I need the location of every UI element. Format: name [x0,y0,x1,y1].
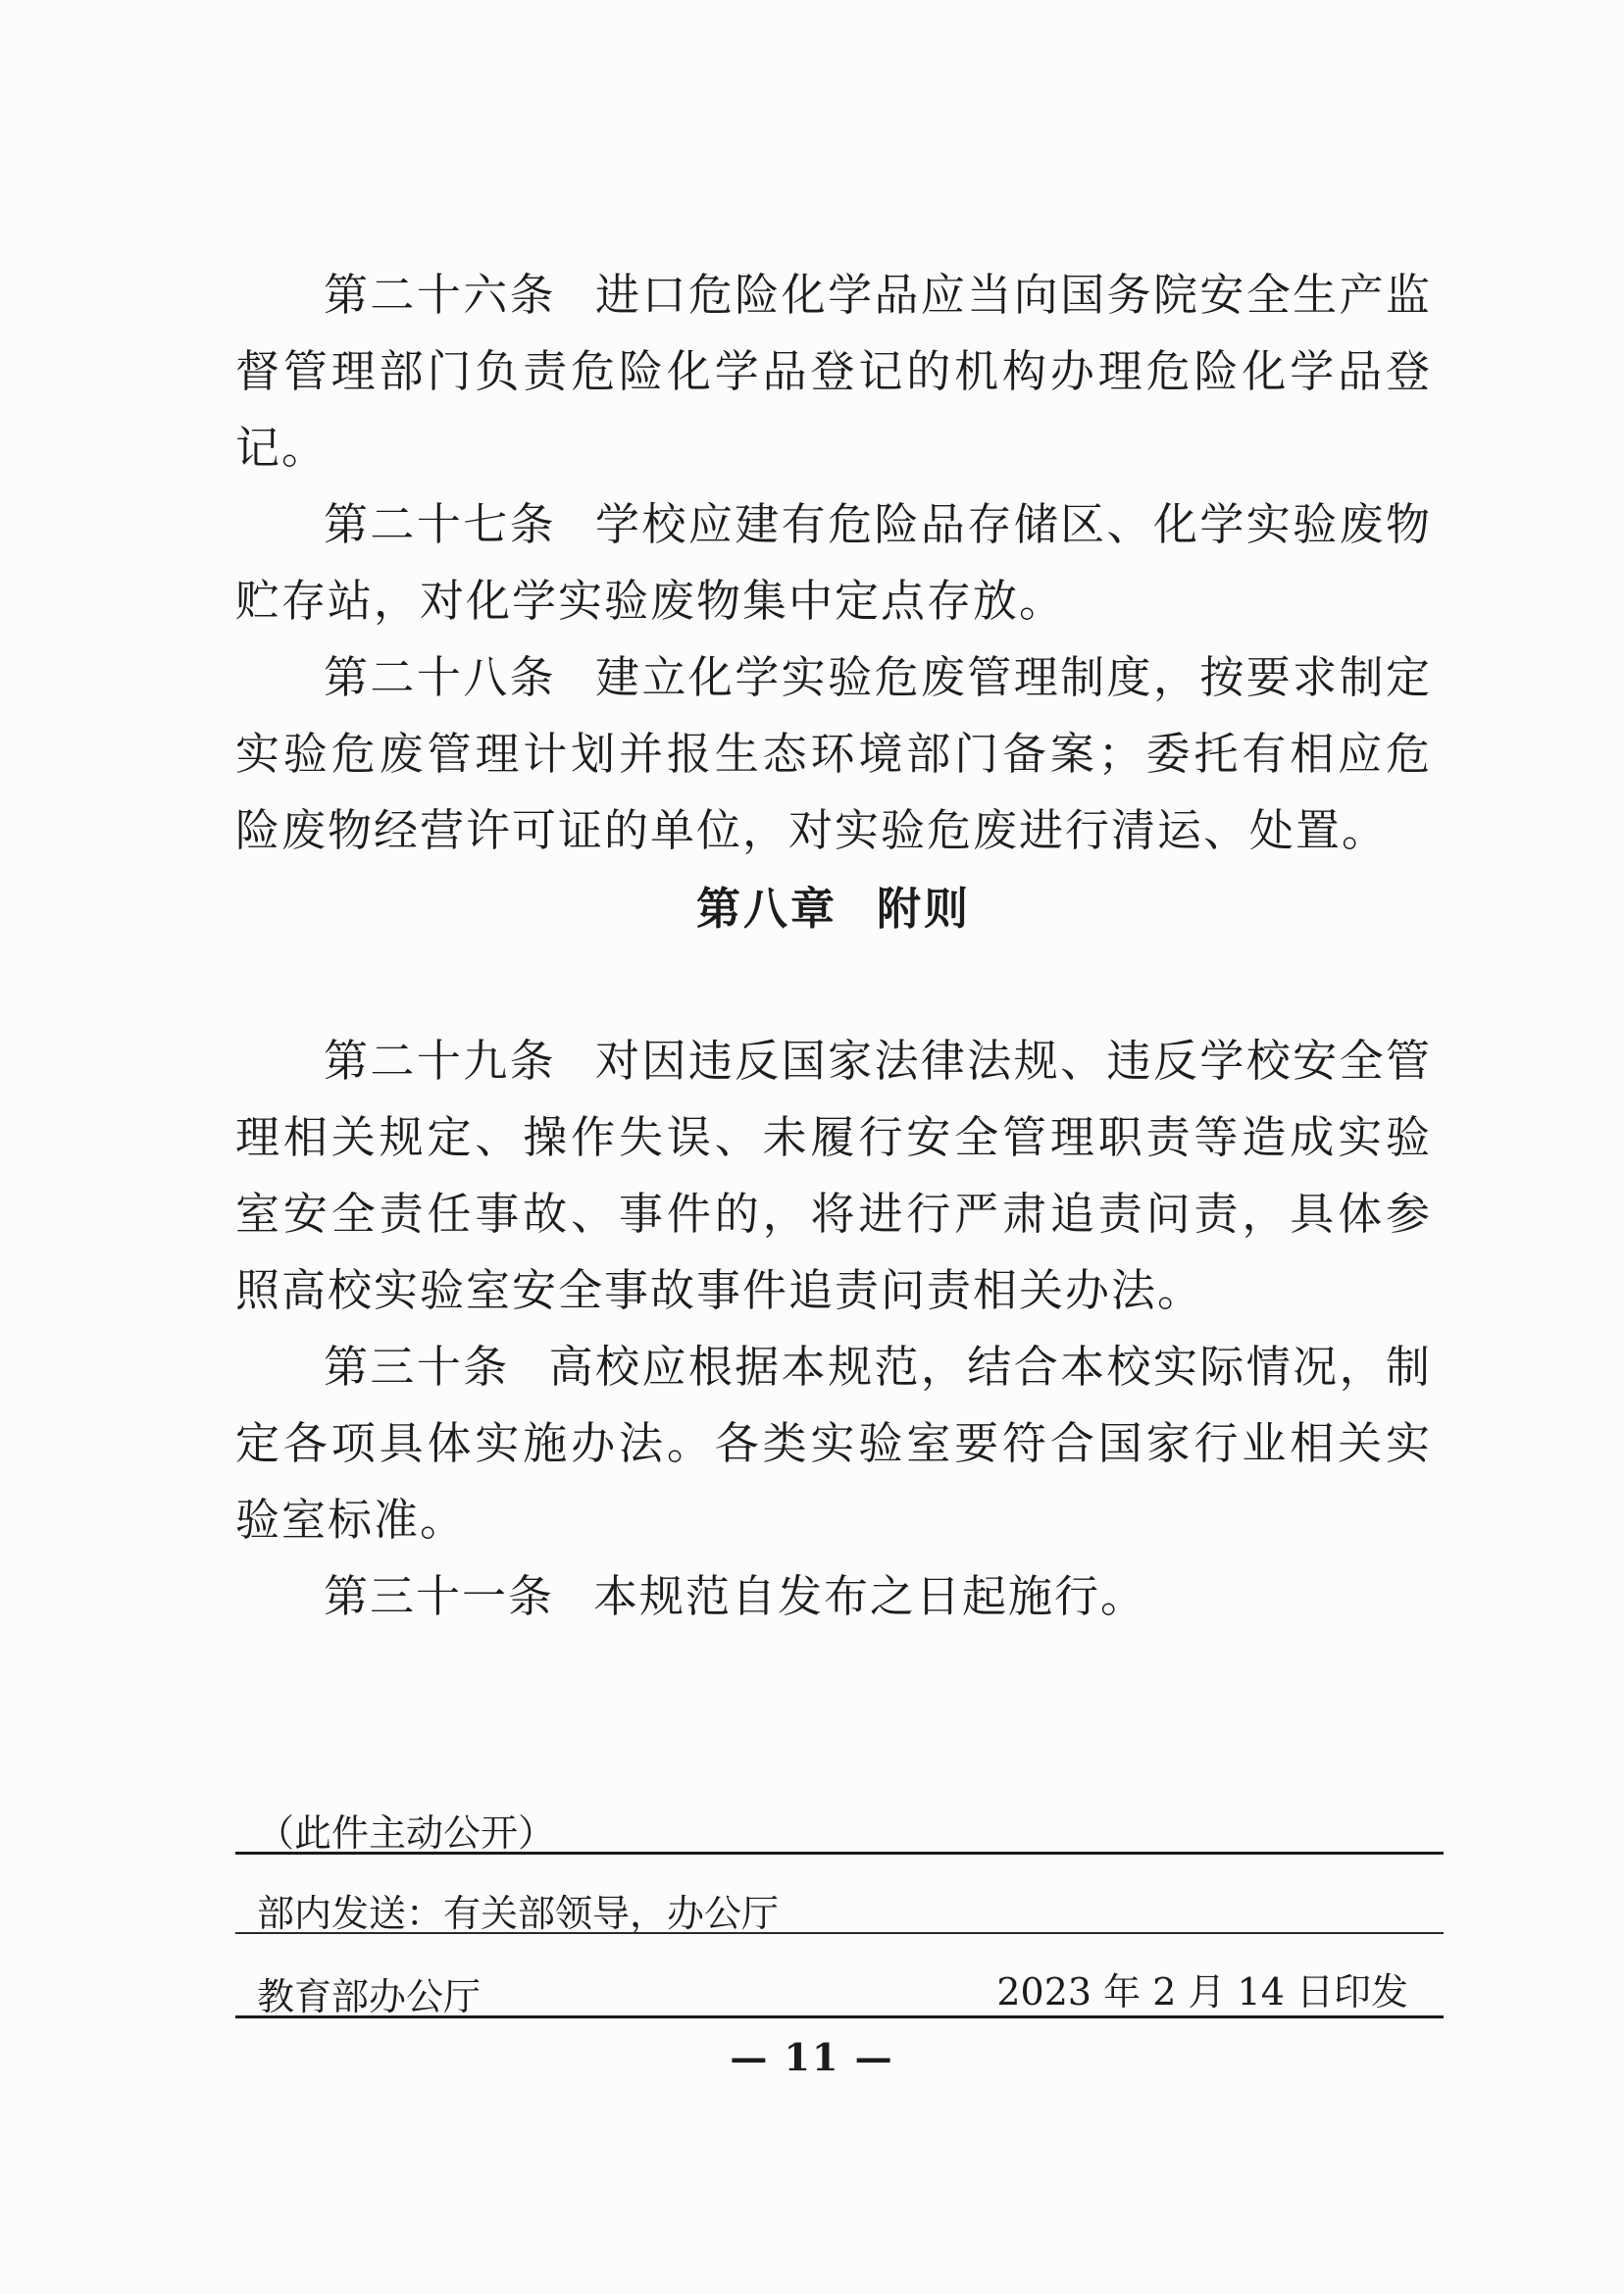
distribution-line: 部内发送：有关部领导，办公厅 [257,1892,780,1935]
article-text: 对因违反国家法律法规、违反学校安全管理相关规定、操作失误、未履行安全管理职责等造成实验室安全责任事故、事件的，将进行严肃追责问责，具体参照高校实验室安全事故事件追责问责相关办法。 [235,1035,1432,1316]
footer-rule-middle [235,1932,1444,1934]
issuing-office: 教育部办公厅 [257,1975,482,2018]
articles-bottom [235,1023,1432,1635]
article-number: 第二十七条 [324,498,557,550]
article-text: 建立化学实验危废管理制度，按要求制定实验危废管理计划并报生态环境部门备案；委托有相应危险废物经营许可证的单位，对实验危废进行清运、处置。 [235,651,1432,856]
article-29 [235,1023,1432,1329]
article-number: 第三十条 [324,1341,510,1393]
article-26 [235,257,1432,486]
article-text: 本规范自发布之日起施行。 [593,1570,1147,1622]
article-number: 第二十六条 [324,269,557,321]
chapter-title: 附则 [877,883,972,935]
footer-rule-bottom [235,2015,1444,2018]
article-number: 第三十一条 [324,1570,555,1622]
articles-top [235,257,1432,869]
article-text: 进口危险化学品应当向国务院安全生产监督管理部门负责危险化学品登记的机构办理危险化学品登记。 [235,269,1432,474]
page-number: — 11 — [730,2035,894,2079]
article-28 [235,639,1432,869]
article-31 [235,1558,1432,1635]
article-text: 高校应根据本规范，结合本校实际情况，制定各项具体实施办法。各类实验室要符合国家行业相关实验室标准。 [235,1341,1432,1546]
footer-rule-top [235,1852,1444,1855]
article-number: 第二十九条 [324,1035,557,1087]
article-27 [235,486,1432,639]
article-text: 学校应建有危险品存储区、化学实验废物贮存站，对化学实验废物集中定点存放。 [235,498,1432,627]
issue-date: 2023 年 2 月 14 日印发 [996,1970,1408,2014]
article-number: 第二十八条 [324,651,557,703]
public-disclosure-note: （此件主动公开） [257,1811,556,1855]
chapter-number: 第八章 [695,883,837,935]
article-30 [235,1329,1432,1558]
chapter-heading [235,873,1432,937]
